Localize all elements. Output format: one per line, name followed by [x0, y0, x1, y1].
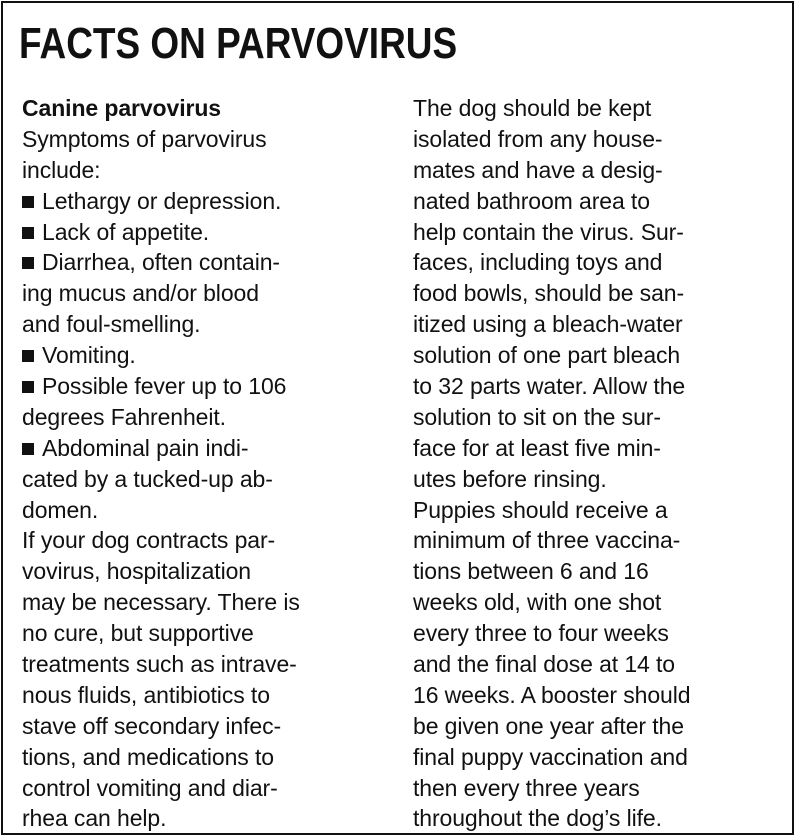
line-text: Abdominal pain indi-: [42, 434, 249, 461]
line-text: Canine parvovirus: [22, 95, 221, 121]
bullet-item: [22, 186, 397, 217]
text-line: and the final dose at 14 to: [413, 651, 676, 678]
text-line: throughout the dog’s life.: [413, 805, 662, 832]
text-line: [22, 309, 397, 340]
bullet-item: [22, 371, 397, 402]
text-line: solution of one part bleach: [413, 342, 681, 369]
text-line: itized using a bleach-water: [413, 311, 683, 338]
line-text: ing mucus and/or blood: [22, 280, 259, 307]
line-text: may be necessary. There is: [22, 589, 300, 616]
square-bullet-icon: [22, 350, 34, 362]
right-column: [413, 93, 785, 834]
line-text: include:: [22, 156, 101, 183]
text-line: faces, including toys and: [413, 249, 663, 276]
text-line: [22, 649, 397, 680]
line-text: control vomiting and diar-: [22, 774, 278, 801]
factbox-title: FACTS ON PARVOVIRUS: [19, 19, 458, 68]
bullet-item: [22, 433, 397, 464]
line-text: degrees Fahrenheit.: [22, 403, 226, 430]
square-bullet-icon: [22, 381, 34, 393]
text-line: [22, 742, 397, 773]
text-line: weeks old, with one shot: [413, 589, 662, 616]
text-line: [22, 556, 397, 587]
square-bullet-icon: [22, 227, 34, 239]
line-text: Vomiting.: [42, 342, 136, 369]
left-column: [22, 93, 397, 834]
text-line: [22, 124, 397, 155]
text-line: [22, 711, 397, 742]
line-text: Possible fever up to 106: [42, 373, 287, 400]
text-line: then every three years: [413, 774, 640, 801]
line-text: If your dog contracts par-: [22, 527, 276, 554]
line-text: stave off secondary infec-: [22, 712, 282, 739]
line-text: rhea can help.: [22, 805, 167, 832]
text-line: The dog should be kept: [413, 95, 652, 121]
text-line: mates and have a desig-: [413, 156, 663, 183]
line-text: nous fluids, antibiotics to: [22, 681, 270, 708]
factbox-frame: [1, 1, 794, 835]
text-line: utes before rinsing.: [413, 465, 607, 492]
text-line: [22, 803, 397, 834]
text-line: to 32 parts water. Allow the: [413, 373, 686, 400]
square-bullet-icon: [22, 443, 34, 455]
text-line: [22, 155, 397, 186]
text-line: [22, 495, 397, 526]
line-text: domen.: [22, 496, 99, 523]
text-line: [22, 278, 397, 309]
bullet-item: [22, 217, 397, 248]
square-bullet-icon: [22, 196, 34, 208]
text-line: 16 weeks. A booster should: [413, 681, 691, 708]
line-text: Lethargy or depression.: [42, 187, 282, 214]
text-line: tions between 6 and 16: [413, 558, 649, 585]
text-line: help contain the virus. Sur-: [413, 218, 684, 245]
text-line: solution to sit on the sur-: [413, 403, 661, 430]
text-line: food bowls, should be san-: [413, 280, 685, 307]
text-line: [22, 773, 397, 804]
line-text: no cure, but supportive: [22, 620, 254, 647]
line-text: Lack of appetite.: [42, 218, 210, 245]
line-text: vovirus, hospitalization: [22, 558, 251, 585]
text-line: [22, 464, 397, 495]
square-bullet-icon: [22, 257, 34, 269]
line-text: tions, and medications to: [22, 743, 274, 770]
section-subhead: [22, 93, 397, 124]
text-line: face for at least five min-: [413, 434, 661, 461]
text-line: [22, 680, 397, 711]
text-line: [22, 402, 397, 433]
line-text: and foul-smelling.: [22, 311, 201, 338]
bullet-item: [22, 340, 397, 371]
text-line: isolated from any house-: [413, 125, 663, 152]
text-line: final puppy vaccination and: [413, 743, 688, 770]
text-line: [22, 525, 397, 556]
text-line: [22, 587, 397, 618]
text-line: Puppies should receive a: [413, 496, 668, 523]
text-line: every three to four weeks: [413, 620, 669, 647]
text-line: be given one year after the: [413, 712, 684, 739]
text-line: minimum of three vaccina-: [413, 527, 681, 554]
text-line: [22, 618, 397, 649]
bullet-item: [22, 247, 397, 278]
line-text: Symptoms of parvovirus: [22, 125, 267, 152]
line-text: treatments such as intrave-: [22, 651, 297, 678]
line-text: Diarrhea, often contain-: [42, 249, 280, 276]
text-line: nated bathroom area to: [413, 187, 650, 214]
line-text: cated by a tucked-up ab-: [22, 465, 273, 492]
